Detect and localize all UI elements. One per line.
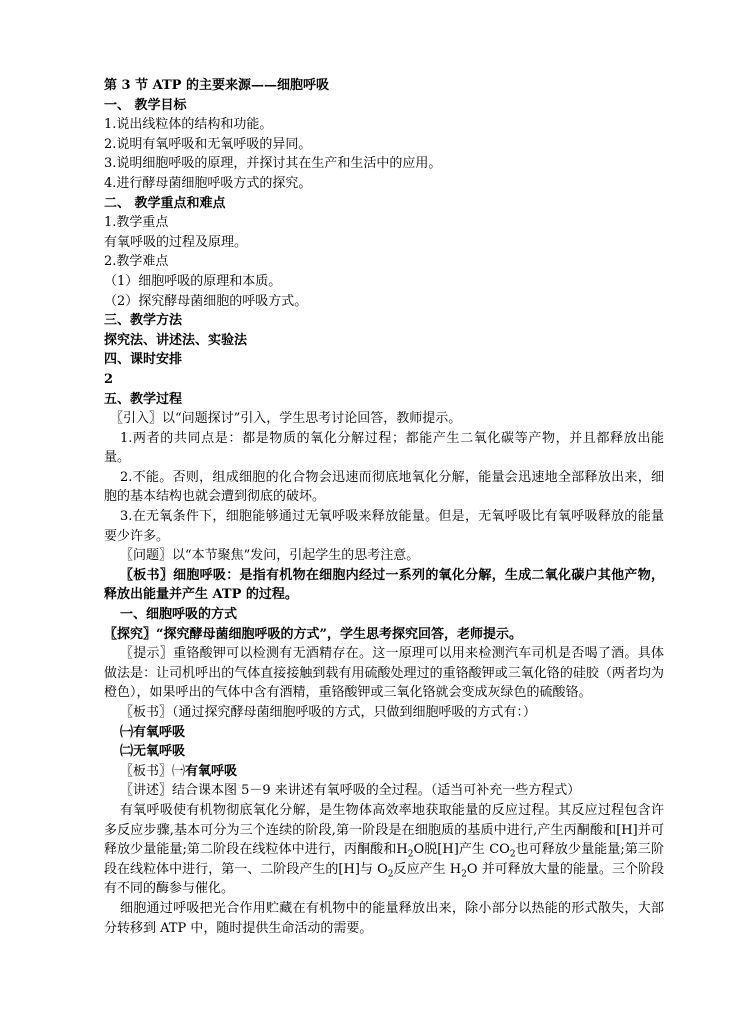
board-definition: 〖板书〗细胞呼吸：是指有机物在细胞内经过一系列的氧化分解，生成二氧化碳户其他产物，释放出能量并产生 ATP 的过程。 <box>104 567 664 603</box>
intro-paragraph: 〖引入〗以“问题探讨”引入，学生思考讨论回答，教师提示。 <box>110 411 462 427</box>
formula-h: H <box>396 842 408 858</box>
key-point-text: 有氧呼吸的过程及原理。 <box>104 234 248 250</box>
document-page <box>104 76 664 938</box>
difficulty-item: （1）细胞呼吸的原理和本质。 <box>104 273 282 289</box>
section-heading-methods: 三、教学方法 <box>104 313 183 329</box>
subscript: 2 <box>407 849 414 860</box>
objective-item: 2.说明有氧呼吸和无氧呼吸的异同。 <box>104 136 312 152</box>
difficulty-item: （2）探究酵母菌细胞的呼吸方式。 <box>104 293 308 309</box>
answer-paragraph: 1.两者的共同点是：都是物质的氧化分解过程；都能产生二氧化碳等产物，并且都释放出能量。 <box>104 430 664 466</box>
aerobic-text: 也可释放少量能量;第三阶段在线粒体中进行，第一、二阶段产生的[H]与 O <box>104 842 664 877</box>
respiration-type: ㈠有氧呼吸 <box>120 724 186 740</box>
lecture-paragraph: 〖讲述〗结合课本图 5－9 来讲述有氧呼吸的全过程。（适当可补充一些方程式） <box>120 783 581 799</box>
schedule-text: 2 <box>104 371 114 387</box>
section-heading-key-points: 二、 教学重点和难点 <box>104 195 226 211</box>
section-heading-process: 五、教学过程 <box>104 391 183 407</box>
respiration-type: ㈡无氧呼吸 <box>120 744 186 760</box>
aerobic-text: 有氧呼吸使有机物彻底氧化分解，是生物体高效率地获取能量的反应过程。其反应过程包含许多反应步骤,基本可分为三个连续的阶段,第一阶段是在细胞质的基质中进行,产生丙酮酸和[H]并可释放少量能量;第二阶段在线粒体中进行，丙酮酸和 <box>104 802 664 858</box>
hint-paragraph: 〖提示〗重铬酸钾可以检测有无酒精存在。这一原理可以用来检测汽车司机是否喝了酒。具体做法是：让司机呼出的气体直接接触到载有用硫酸处理过的重铬酸钾或三氧化铬的硅胶（两者均为橙色），如果呼出的气体中含有酒精，重铬酸钾或三氧化铬就会变成灰绿色的硫酸铬。 <box>104 646 664 701</box>
subscript: 2 <box>509 849 516 860</box>
difficulty-label: 2.教学难点 <box>104 254 169 270</box>
methods-text: 探究法、讲述法、实验法 <box>104 332 248 348</box>
objective-item: 4.进行酵母菌细胞呼吸方式的探究。 <box>104 175 312 191</box>
objective-item: 3.说明细胞呼吸的原理，并探讨其在生产和生活中的应用。 <box>104 156 442 172</box>
section-heading-objectives: 一、 教学目标 <box>104 97 187 113</box>
board-prefix: 〖板书〗㈠ <box>120 763 186 779</box>
explore-paragraph: 〖探究〗“探究酵母菌细胞呼吸的方式”，学生思考探究回答，老师提示。 <box>104 626 522 642</box>
formula-o: O <box>413 842 425 858</box>
subscript: 2 <box>387 869 394 880</box>
question-paragraph: 〖问题〗以“本节聚焦”发问，引起学生的思考注意。 <box>120 548 420 564</box>
aerobic-text: 脱[H]产生 CO <box>424 842 510 858</box>
board-aerobic <box>104 762 664 782</box>
key-point-label: 1.教学重点 <box>104 215 169 231</box>
board-aerobic-label: 有氧呼吸 <box>185 763 238 779</box>
objective-item: 1.说出线粒体的结构和功能。 <box>104 117 273 133</box>
aerobic-text: 反应产生 H <box>393 861 462 877</box>
subscript: 2 <box>461 869 467 880</box>
section-heading-schedule: 四、课时安排 <box>104 352 183 368</box>
energy-paragraph: 细胞通过呼吸把光合作用贮藏在有机物中的能量释放出来，除小部分以热能的形式散失，大部分转移到 ATP 中，随时提供生命活动的需要。 <box>104 900 664 936</box>
answer-paragraph: 2.不能。否则，组成细胞的化合物会迅速而彻底地氧化分解，能量会迅速地全部释放出来，细胞的基本结构也就会遭到彻底的破坏。 <box>104 469 664 505</box>
board-note: 〖板书〗（通过探究酵母菌细胞呼吸的方式，只做到细胞呼吸的方式有：） <box>120 705 537 720</box>
subsection-heading: 一、细胞呼吸的方式 <box>120 607 238 623</box>
page-title: 第 3 节 ATP 的主要来源——细胞呼吸 <box>104 78 329 93</box>
answer-paragraph: 3.在无氧条件下，细胞能够通过无氧呼吸来释放能量。但是，无氧呼吸比有氧呼吸释放的能量要少许多。 <box>104 509 664 544</box>
aerobic-text: O 并可释放大量的能量。三个阶段有不同的酶参与催化。 <box>104 861 664 897</box>
aerobic-description <box>104 801 664 899</box>
